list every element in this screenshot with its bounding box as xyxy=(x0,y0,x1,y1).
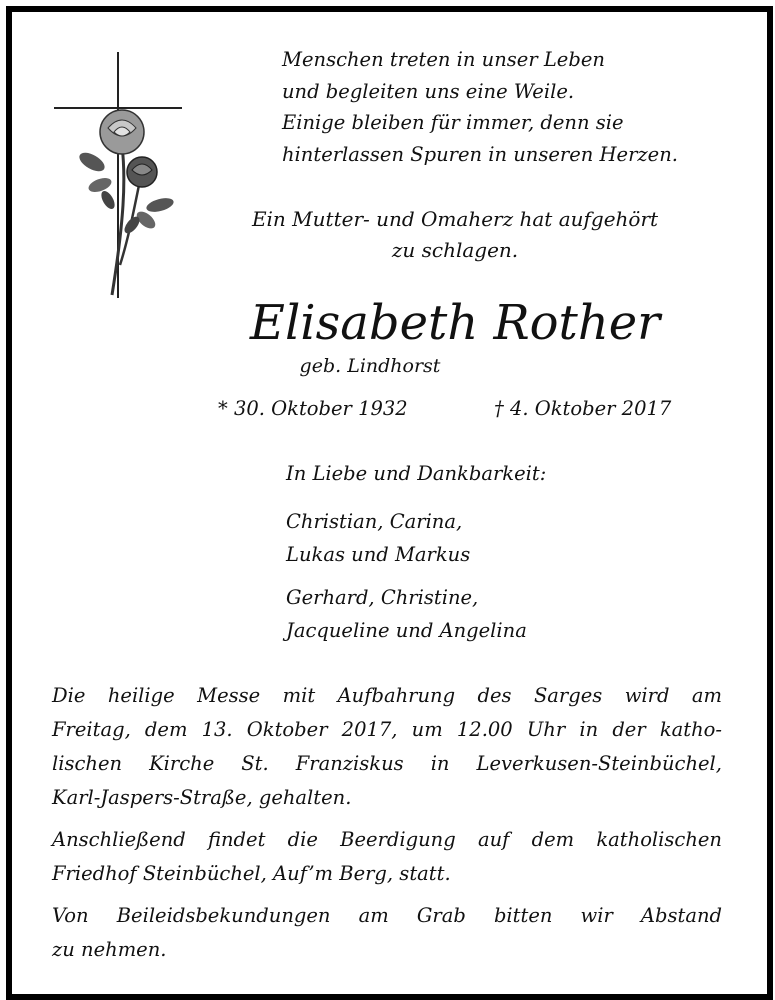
family-group-2 xyxy=(286,581,527,647)
poem-line: Menschen treten in unser Leben xyxy=(282,48,605,71)
family-group-1 xyxy=(286,505,470,571)
funeral-notice xyxy=(52,679,722,975)
family-line: Jacqueline und Angelina xyxy=(286,619,527,642)
death-date: † 4. Oktober 2017 xyxy=(494,397,672,420)
tagline-line: zu schlagen. xyxy=(391,238,519,262)
birth-name: geb. Lindhorst xyxy=(299,355,441,377)
birth-date: * 30. Oktober 1932 xyxy=(218,397,408,420)
notice-line: zu nehmen. xyxy=(52,938,167,961)
family-line: Lukas und Markus xyxy=(286,543,471,566)
notice-paragraph xyxy=(52,679,722,815)
poem-line: Einige bleiben für immer, denn sie xyxy=(282,111,624,134)
notice-paragraph xyxy=(52,823,722,891)
notice-line: Von Beileidsbekundungen am Grab bitten wir Abstand xyxy=(52,904,722,927)
thanks-heading: In Liebe und Dankbarkeit: xyxy=(286,462,547,485)
notice-line: Friedhof Steinbüchel, Auf’m Berg, statt. xyxy=(52,862,451,885)
notice-line: Karl-Jaspers-Straße, gehalten. xyxy=(52,786,352,809)
tagline xyxy=(200,204,710,266)
deceased-name: Elisabeth Rother xyxy=(249,295,661,351)
cross-rose-icon xyxy=(50,50,190,300)
poem-line: und begleiten uns eine Weile. xyxy=(282,79,575,103)
poem-line: hinterlassen Spuren in unseren Herzen. xyxy=(282,142,678,166)
notice-line: Freitag, dem 13. Oktober 2017, um 12.00 Uhr in der katho- xyxy=(52,718,722,741)
notice-line: Die heilige Messe mit Aufbahrung des Sarges wird am xyxy=(52,684,722,707)
notice-line: Anschließend findet die Beerdigung auf dem katholischen xyxy=(52,828,722,851)
notice-line: lischen Kirche St. Franziskus in Leverkusen-Steinbüchel, xyxy=(52,752,722,775)
poem xyxy=(282,44,678,170)
notice-paragraph xyxy=(52,899,722,967)
tagline-line: Ein Mutter- und Omaherz hat aufgehört xyxy=(251,207,659,231)
family-line: Gerhard, Christine, xyxy=(286,586,479,609)
family-line: Christian, Carina, xyxy=(286,510,463,533)
